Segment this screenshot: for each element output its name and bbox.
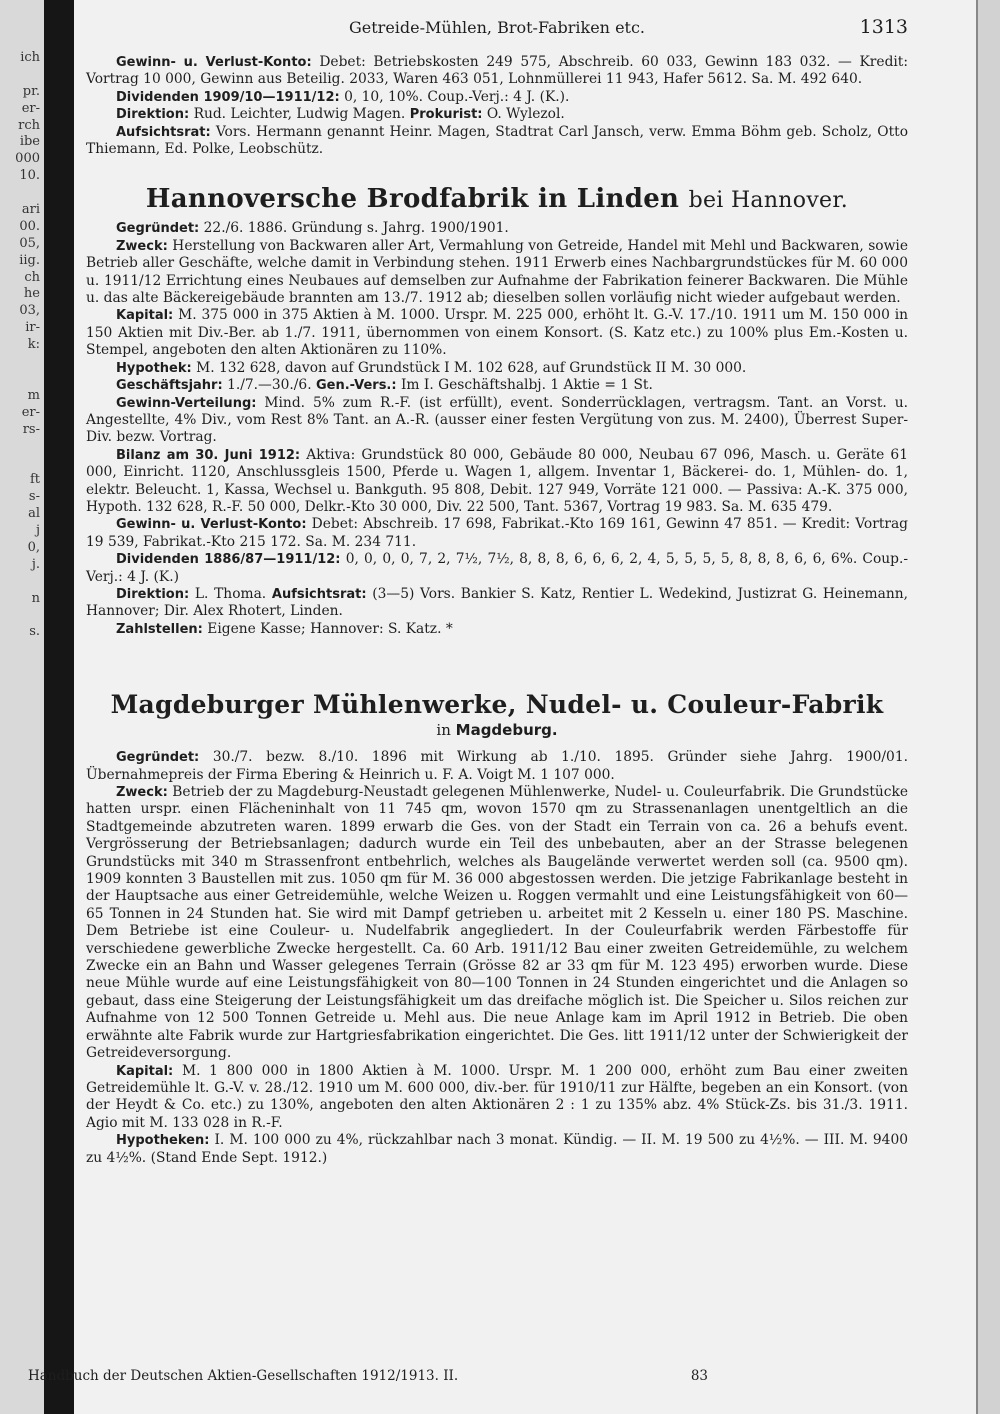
entry-text: O. Wylezol. (486, 106, 565, 123)
company2-subtitle (86, 721, 908, 739)
entry-label: Aufsichtsrat: (116, 124, 211, 140)
margin-fragment: s- (28, 489, 40, 505)
company1-title (86, 184, 908, 214)
margin-fragment (0, 607, 40, 624)
entry-label: Zahlstellen: (116, 621, 203, 637)
prev-company-section (86, 54, 908, 158)
margin-fragment: 000 (15, 151, 40, 167)
margin-fragment (0, 67, 40, 84)
margin-fragment (0, 354, 40, 371)
entry (86, 54, 908, 89)
footer-title: Handbuch der Deutschen Aktien-Gesellschaften 1912/1913. II. (28, 1368, 459, 1384)
entry-text: 0, 0, 0, 0, 7, 2, 7½, 7½, 8, 8, 8, 6, 6, 6, 2, 4, 5, 5, 5, 5, 8, 8, 8, 6, 6, 6%. Coup.-Verj.: 4 J. (K.) (86, 551, 909, 585)
margin-fragment: 03, (19, 303, 40, 319)
margin-fragment: j (35, 522, 40, 538)
entry (86, 377, 908, 394)
entry (86, 106, 908, 123)
entry-text: Debet: Abschreib. 17 698, Fabrikat.-Kto 169 161, Gewinn 47 851. — Kredit: Vortrag 19 539, Fabrikat.-Kto 215 172. Sa. M. 234 711. (86, 516, 909, 550)
page (86, 14, 908, 1404)
page-number: 1313 (859, 16, 908, 38)
company2-entries (86, 749, 908, 1167)
margin-fragment: ibe (19, 134, 40, 150)
entry (86, 447, 908, 517)
entry-label: Zweck: (116, 785, 168, 800)
entry (86, 307, 908, 359)
margin-fragment (0, 438, 40, 455)
margin-fragment: pr. (22, 83, 40, 99)
company1-entries (86, 220, 908, 638)
entry-text: Betrieb der zu Magdeburg-Neustadt gelegenen Mühlenwerke, Nudel- u. Couleurfabrik. Die Grundstücke hatten urspr. einen Flächeninhalt von 11 745 qm, wovon 1570 qm zu Strassenanlagen unentgeltlich an die Stadtgemeinde abzutreten waren. 1899 erwarb die Ges. von der Stadt ein Terrain von ca. 26 a behufs event. Vergrösserung der Betriebsanlagen; dadurch wurde ein Teil des unbebauten, aber an der Strasse belegenen Grundstücks mit 340 m Strassenfront entbehrlich, welches als Baugelände verwertet werden soll (ca. 9500 qm). 1909 konnten 3 Baustellen mit zus. 1050 qm für M. 36 000 abgestossen werden. Die jetzige Fabrikanlage besteht in der Hauptsache aus einer Getreidemühle, welche Weizen u. Roggen vermahlt und eine Leistungsfähigkeit von 60—65 Tonnen in 24 Stunden hat. Sie wird mit Dampf getrieben u. arbeitet mit 2 Kesseln u. einer 180 PS. Maschine. Dem Betriebe ist eine Couleur- u. Nudelfabrik angegliedert. In der Couleurfabrik werden Färbestoffe für verschiedene gewerbliche Zwecke hergestellt. Ca. 60 Arb. 1911/12 Bau einer zweiten Getreidemühle, zu welchem Zwecke ein an Bahn und Wasser gelegenes Terrain (Grösse 82 ar 33 qm für M. 123 495) erworben wurde. Diese neue Mühle wurde auf eine Leistungsfähigkeit von 80—100 Tonnen in 24 Stunden eingerichtet und die Anlagen so gebaut, dass eine Steigerung der Leistungsfähigkeit um das dreifache möglich ist. Die Speicher u. Silos reichen zur Aufnahme von 12 500 Tonnen Getreide u. Mehl aus. Die neue Anlage kam im April 1912 in Betrieb. Die oben erwähnte alte Fabrik wurde zur Hartgriesfabrikation eingerichtet. Die Ges. litt 1911/12 unter der Schwierigkeit der Getreideversorgung. (86, 784, 908, 1062)
entry-text: L. Thoma. (194, 585, 267, 602)
page-footer (28, 1368, 828, 1384)
margin-fragment: rch (18, 117, 40, 133)
margin-fragment (0, 455, 40, 472)
entry-label: Hypotheken: (116, 1133, 210, 1149)
entry-text: 0, 10, 10%. Coup.-Verj.: 4 J. (K.). (344, 88, 570, 105)
margin-fragment: ir- (25, 320, 40, 336)
running-title: Getreide-Mühlen, Brot-Fabriken etc. (348, 18, 646, 37)
entry-label: Geschäftsjahr: (116, 378, 223, 394)
margin-fragment: rs- (22, 421, 40, 437)
entry (86, 621, 908, 638)
entry-label: Zweck: (116, 238, 168, 254)
book-gutter (44, 0, 74, 1414)
margin-fragment (0, 371, 40, 388)
margin-fragment: j. (31, 556, 40, 572)
entry-label: Gewinn-Verteilung: (116, 395, 257, 411)
scan-right-edge (976, 0, 1000, 1414)
entry-label: Kapital: (116, 1063, 174, 1079)
entry-label: Kapital: (116, 308, 174, 324)
entry-label: Hypothek: (116, 360, 192, 376)
margin-fragment: er- (21, 100, 40, 116)
entry-text: Mind. 5% zum R.-F. (ist erfüllt), event. Sonderrücklagen, vertragsm. Tant. an Vorst. u. Angestellte, 4% Div., vom Rest 8% Tant. an A.-R. (ausser einer festen Vergütung von zus. M. 2400), Überrest Super-Div. bezw. Vortrag. (86, 394, 908, 446)
margin-fragment: ich (20, 50, 40, 65)
entry (86, 1132, 908, 1167)
entry-text: Im I. Geschäftshalbj. 1 Aktie = 1 St. (400, 377, 653, 394)
entry-label: Gegründet: (116, 221, 200, 237)
margin-fragment: k: (27, 337, 40, 353)
margin-fragment: 00. (19, 218, 40, 234)
left-margin-fragments (0, 50, 40, 641)
entry (86, 360, 908, 377)
entry-label: Gewinn- u. Verlust-Konto: (116, 55, 312, 70)
page-header (86, 14, 908, 54)
entry-label: Gewinn- u. Verlust-Konto: (116, 517, 307, 533)
signature-mark: 83 (690, 1368, 708, 1384)
entry-text: I. M. 100 000 zu 4%, rückzahlbar nach 3 monat. Kündig. — II. M. 19 500 zu 4½%. — III. M. 9400 zu 4½%. (Stand Ende Sept. 1912.) (86, 1132, 909, 1166)
entry-label: Dividenden 1886/87—1911/12: (116, 552, 341, 568)
entry (86, 89, 908, 106)
entry-text: 30./7. bezw. 8./10. 1896 mit Wirkung ab 1./10. 1895. Gründer siehe Jahrg. 1900/01. Übernahmepreis der Firma Ebering & Heinrich u. F. A. Voigt M. 1 107 000. (86, 749, 908, 783)
margin-fragment (0, 574, 40, 591)
entry-label: Direktion: (116, 586, 190, 602)
entry-label: Prokurist: (409, 107, 483, 123)
company2-title: Magdeburger Mühlenwerke, Nudel- u. Couleur-Fabrik (110, 690, 884, 720)
entry (86, 784, 908, 1063)
entry-text: 22./6. 1886. Gründung s. Jahrg. 1900/1901. (203, 220, 509, 237)
entry (86, 586, 908, 621)
company2-city: Magdeburg. (455, 721, 558, 740)
entry-label: Gegründet: (116, 750, 200, 766)
entry-label: Gen.-Vers.: (315, 378, 397, 394)
entry (86, 1063, 908, 1133)
entry-text: (3—5) Vors. Bankier S. Katz, Rentier L. Wedekind, Justizrat G. Heinemann, Hannover; Dir. Alex Rhotert, Linden. (86, 585, 909, 620)
entry-label: Bilanz am 30. Juni 1912: (116, 447, 301, 463)
entry-text: M. 132 628, davon auf Grundstück I M. 102 628, auf Grundstück II M. 30 000. (196, 359, 747, 376)
entry-text: Vors. Hermann genannt Heinr. Magen, Stadtrat Carl Jansch, verw. Emma Böhm geb. Scholz, Otto Thiemann, Ed. Polke, Leobschütz. (86, 123, 909, 158)
entry-text: Herstellung von Backwaren aller Art, Vermahlung von Getreide, Handel mit Mehl und Backwaren, sowie Betrieb aller Geschäfte, welche damit in Verbindung stehen. 1911 Erwerb eines Nachbargrundstückes für M. 60 000 u. 1911/12 Errichtung eines Neubaues auf demselben zur Aufnahme der Fabrikation feinerer Backwaren. Die Mühle u. das alte Bäckereigebäude brannten am 13./7. 1912 ab; dieselben sollen vorläufig nicht wieder aufgebaut werden. (86, 237, 908, 307)
margin-fragment: ari (21, 202, 40, 218)
entry-label: Dividenden 1909/10—1911/12: (116, 89, 340, 105)
entry-label: Aufsichtsrat: (271, 586, 367, 602)
entry-label: Direktion: (116, 107, 190, 123)
margin-fragment: 0, (27, 539, 40, 555)
company1-location: bei Hannover. (688, 188, 849, 214)
margin-fragment: ft (29, 472, 40, 488)
company1-name: Hannoversche Brodfabrik in Linden (145, 184, 680, 215)
margin-fragment: he (23, 286, 40, 302)
entry-text: M. 375 000 in 375 Aktien à M. 1000. Urspr. M. 225 000, erhöht lt. G.-V. 17./10. 1911 um M. 150 000 in 150 Aktien mit Div.-Ber. ab 1./7. 1911, übernommen von einem Konsort. (S. Katz etc.) zu 100% plus Em.-Kosten u. Stempel, angeboten den alten Aktionären zu 110%. (86, 307, 909, 359)
margin-fragment: al (28, 506, 40, 522)
margin-fragment: 05, (19, 235, 40, 251)
entry (86, 395, 908, 447)
margin-fragment: s. (29, 624, 40, 640)
entry (86, 220, 908, 237)
entry-text: Aktiva: Grundstück 80 000, Gebäude 80 000, Neubau 67 096, Masch. u. Geräte 61 000, Einricht. 1120, Anschlussgleis 1500, Pferde u. Wagen 1, allgem. Inventar 1, Bäckerei- do. 1, Mühlen- do. 1, elektr. Beleucht. 1, Kassa, Wechsel u. Bankguth. 95 808, Debit. 127 949, Vorräte 121 000. — Passiva: A.-K. 375 000, Hypoth. 132 628, R.-F. 50 000, Delkr.-Kto 30 000, Div. 22 500, Tant. 5367, Vortrag 19 983. Sa. M. 635 479. (86, 446, 908, 515)
entry (86, 516, 908, 551)
entry (86, 749, 908, 784)
margin-fragment: er- (21, 404, 40, 420)
entry-text: Debet: Betriebskosten 249 575, Abschreib. 60 033, Gewinn 183 032. — Kredit: Vortrag 10 000, Gewinn aus Beteilig. 2033, Waren 463 051, Lohnmüllerei 11 943, Hafer 5612. Sa. M. 492 640. (86, 54, 909, 88)
margin-fragment (0, 185, 40, 202)
margin-fragment: n (31, 590, 40, 606)
entry (86, 124, 908, 159)
margin-fragment: m (27, 387, 40, 403)
entry-text: Eigene Kasse; Hannover: S. Katz. * (207, 620, 453, 637)
entry-text: Rud. Leichter, Ludwig Magen. (193, 106, 406, 123)
entry-text: M. 1 800 000 in 1800 Aktien à M. 1000. Urspr. M. 1 200 000, erhöht zum Bau einer zweiten Getreidemühle lt. G.-V. v. 28./12. 1910 um M. 600 000, div.-ber. für 1910/11 zur Hälfte, begeben an ein Konsort. (von der Heydt & Co. etc.) zu 130%, angeboten den alten Aktionären 2 : 1 zu 135% abz. 4% Stück-Zs. bis 31./3. 1911. Agio mit M. 133 028 in R.-F. (86, 1062, 908, 1131)
company2-subtitle-prefix: in (436, 721, 451, 740)
entry (86, 238, 908, 308)
margin-fragment: ch (24, 269, 40, 285)
margin-fragment: 10. (19, 168, 40, 184)
entry-text: 1./7.—30./6. (227, 377, 312, 394)
entry (86, 551, 908, 586)
margin-fragment: iig. (19, 252, 40, 268)
